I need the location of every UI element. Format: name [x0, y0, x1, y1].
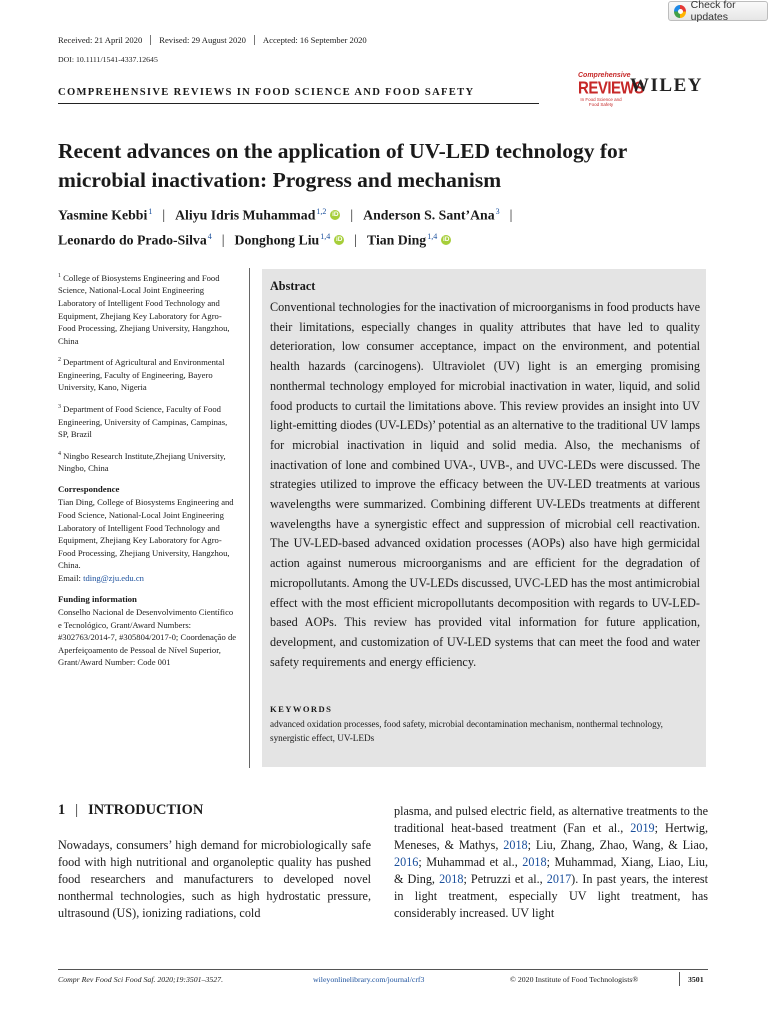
- check-for-updates-label: Check for updates: [690, 0, 736, 23]
- reference-link[interactable]: 2016: [394, 855, 419, 869]
- orcid-icon[interactable]: iD: [332, 211, 339, 219]
- journal-logo: [578, 65, 644, 107]
- crossmark-icon: [674, 5, 686, 18]
- intro-column-2: plasma, and pulsed electric field, as alternative treatments to the traditional heat-based treatment (Fan et al., 2019; Hertwig, Meneses, & Mathys, 2018; Liu, Zhang, Zhao, Wang, & Liao, 2016; Muhammad et al., 2018; Muhammad, Xiang, Liao, Liu, & Ding, 2018; Petruzzi et al., 2017). In past years, the interest in light treatment, especially UV light treatment, has considerably increased. UV light: [394, 804, 709, 920]
- check-for-updates-button[interactable]: [668, 1, 768, 21]
- section-title: INTRODUCTION: [88, 802, 204, 818]
- received-date: Received: 21 April 2020: [58, 35, 143, 45]
- author[interactable]: Leonardo do Prado-Silva$^4$: [58, 232, 212, 248]
- page-number: 3501: [688, 975, 704, 984]
- revised-date: Revised: 29 August 2020: [159, 35, 246, 45]
- author-separator: |: [350, 207, 354, 223]
- reference-link[interactable]: 2017: [546, 872, 572, 886]
- abstract-text: Conventional technologies for the inactivation of microorganisms in food products have their limitations, especially changes in quality attributes that have led to quality deterioration, low consumer acceptance, impact on the environment, and potential health hazards (carcinogens). Ultraviolet (UV) light is an emerging promising nonthermal technology employed for microbial inactivation in water, liquid, and solid food products to curtail the limitations above. This review provides an insight into UV light-emitting diodes (UV-LEDs)’ potential as an alternative to the traditional UV lamps for microbial inactivation in liquid and solid media. Also, the mechanisms of inactivation of lone and combined UVA-, UVB-, and UVC-LEDs were discussed. The strategies utilized to improve the efficacy between the UV-LED treatments at various wavelengths were summarized. Combining different UV-LEDs treatments at different wavelengths have a synergistic effect and suppression of microbial cell reactivation. The UV-LED-based advanced oxidation processes (AOPs) also have high germicidal action against numerous microorganisms and are efficient for the degradation of micropollutants. Among the UV-LEDs discussed, UVC-LED has the most antimicrobial effect with the most efficient micropollutants decomposition with regards to UV-LED-based AOPs. This review has provided vital information for future application, development, and customization of UV-LED systems that can meet the food and water safety requirements and energy efficiency.: [270, 300, 700, 669]
- article-dates: [58, 35, 367, 45]
- footer-journal-link[interactable]: wileyonlinelibrary.com/journal/crf3: [313, 975, 425, 984]
- author[interactable]: Anderson S. Sant’Ana$^3$: [363, 207, 500, 223]
- keywords-text: advanced oxidation processes, food safety, microbial decontamination mechanism, nonthermal technology, synergistic effect, UV-LEDs: [270, 719, 663, 743]
- reference-link[interactable]: 2018: [503, 838, 528, 852]
- orcid-icon[interactable]: iD: [335, 236, 343, 244]
- accepted-date: Accepted: 16 September 2020: [262, 35, 367, 45]
- footer-divider: [679, 972, 680, 986]
- author-separator: |: [354, 232, 357, 248]
- logo-line-1: Comprehensive: [578, 72, 631, 79]
- author[interactable]: Donghong Liu$^{1,4}$: [234, 232, 331, 248]
- doi[interactable]: DOI: 10.1111/1541-4337.12645: [58, 55, 158, 64]
- reference-link[interactable]: 2018: [522, 855, 547, 869]
- section-heading: [58, 802, 203, 819]
- footer-citation: Compr Rev Food Sci Food Saf. 2020;19:3501–3527.: [58, 975, 224, 984]
- sidebar-info: [58, 270, 238, 669]
- author-separator: |: [162, 207, 166, 223]
- column-divider: [249, 268, 250, 768]
- affiliation: $^3$ Department of Food Science, Faculty of Food Engineering, University of Campinas, Campinas, SP, Brazil: [58, 403, 228, 440]
- author-separator: |: [509, 207, 513, 223]
- section-divider: |: [75, 802, 79, 818]
- funding-heading: Funding information: [58, 593, 137, 604]
- author[interactable]: Tian Ding$^{1,4}$: [367, 232, 438, 248]
- journal-name: COMPREHENSIVE REVIEWS IN FOOD SCIENCE AND FOOD SAFETY: [58, 87, 475, 98]
- date-divider: [150, 35, 151, 45]
- publisher-logo: WILEY: [630, 75, 703, 96]
- article-title: Recent advances on the application of UV-LED technology for microbial inactivation: Progress and mechanism: [58, 139, 627, 192]
- header-rule: [58, 103, 539, 104]
- logo-line-2: REVIEWS: [578, 78, 644, 99]
- funding-text: Conselho Nacional de Desenvolvimento Científico e Tecnológico, Grant/Award Numbers: #302763/2014-7, #305804/2017-0; Coordenação de Aperfeiçoamento de Pessoal de Nível Superior, Grant/Award Number: Code 001: [58, 607, 237, 668]
- logo-line-3: In Food Science and Food Safety: [580, 97, 622, 107]
- keywords-heading: KEYWORDS: [270, 704, 333, 714]
- section-number: 1: [58, 802, 66, 818]
- author-line-1: [58, 207, 522, 224]
- affiliation: $^1$ College of Biosystems Engineering and Food Science, National-Local Joint Engineering Laboratory of Intelligent Food Technology and Equipment, Zhejiang Key Laboratory for Agro-Food Processing, Zhejiang University, Hangzhou, China: [58, 272, 230, 346]
- abstract-heading: Abstract: [270, 279, 316, 293]
- footer-copyright: © 2020 Institute of Food Technologists®: [510, 975, 639, 984]
- footer-rule: [58, 969, 708, 970]
- reference-link[interactable]: 2018: [439, 872, 464, 886]
- intro-column-1: Nowadays, consumers’ high demand for microbiologically safe food with high nutritional and organoleptic quality has pushed food researchers and manufacturers to developed novel nonthermal technologies, such as high hydrostatic pressure, ultrasound (US), ionizing radiations, cold: [58, 838, 371, 920]
- orcid-icon[interactable]: iD: [442, 236, 450, 244]
- affiliation: $^2$ Department of Agricultural and Environmental Engineering, Faculty of Engineering, Bayero University, Kano, Nigeria: [58, 357, 225, 393]
- reference-link[interactable]: 2019: [630, 821, 655, 835]
- date-divider: [254, 35, 255, 45]
- correspondence-heading: Correspondence: [58, 483, 120, 494]
- author-separator: |: [221, 232, 225, 248]
- author-line-2: [58, 232, 451, 249]
- author[interactable]: Yasmine Kebbi$^1$: [58, 207, 153, 223]
- correspondence-text: Tian Ding, College of Biosystems Engineering and Food Science, National-Local Joint Engineering Laboratory of Intelligent Food Technology and Equipment, Zhejiang Key Laboratory for Agro-Food Processing, Zhejiang University, Hangzhou, China. Email: tding@zju.edu.cn: [58, 497, 234, 583]
- author[interactable]: Aliyu Idris Muhammad$^{1,2}$: [175, 207, 327, 223]
- email-link[interactable]: tding@zju.edu.cn: [83, 572, 144, 583]
- affiliation: $^4$ Ningbo Research Institute,Zhejiang University, Ningbo, China: [58, 450, 226, 474]
